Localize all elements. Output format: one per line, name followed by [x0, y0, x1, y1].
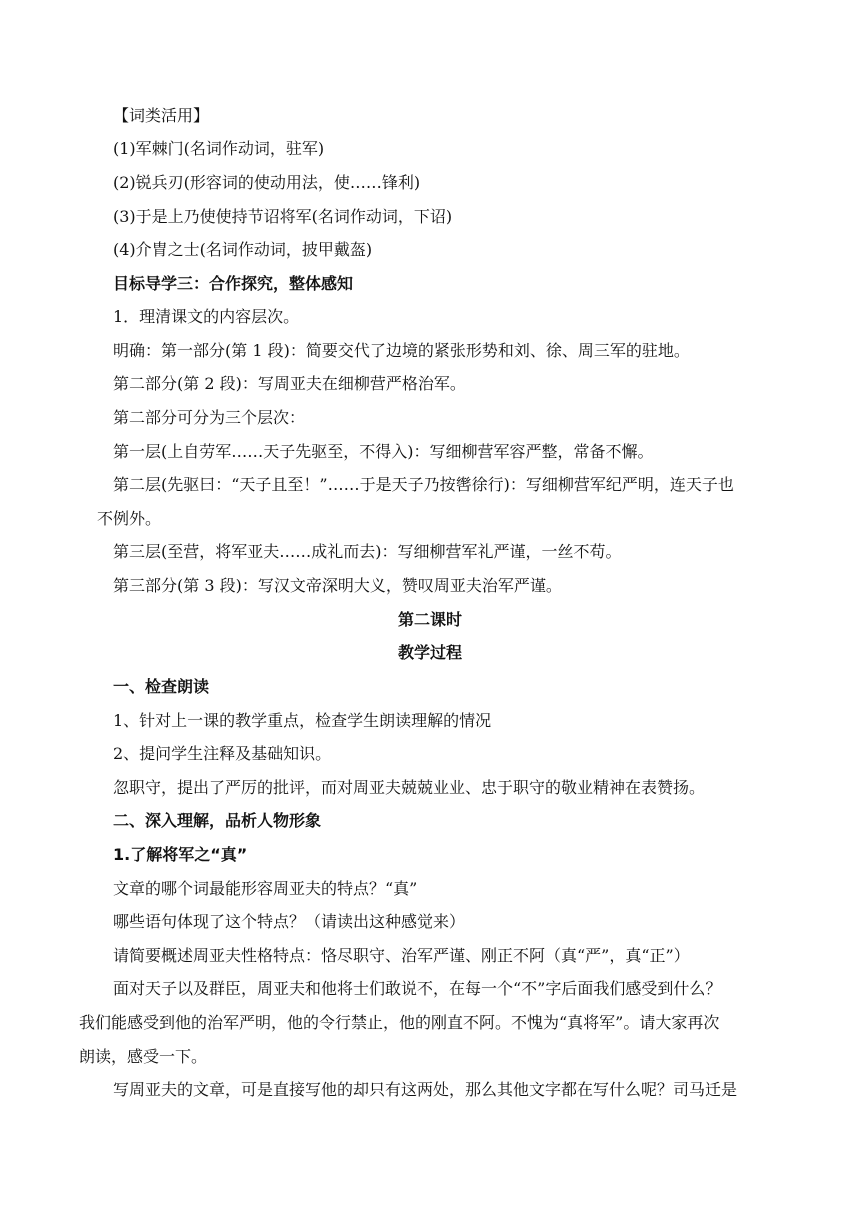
text-line: 忽职守，提出了严厉的批评，而对周亚夫兢兢业业、忠于职守的敬业精神在表赞扬。 [113, 778, 706, 797]
text-line: 面对天子以及群臣，周亚夫和他将士们敢说不，在每一个“不”字后面我们感受到什么？ [113, 979, 722, 998]
text-line: 明确：第一部分(第 1 段)：简要交代了边境的紧张形势和刘、徐、周三军的驻地。 [113, 341, 690, 360]
section-heading-word-class: 【词类活用】 [113, 106, 210, 125]
lesson-title: 第二课时 [397, 610, 462, 629]
text-line: 不例外。 [97, 509, 162, 528]
text-line: 第一层(上自劳军……天子先驱至，不得入)：写细柳营军容严整，常备不懈。 [113, 442, 654, 461]
subheading-true-general: 1.了解将军之“真” [113, 845, 248, 864]
section-heading-analysis: 二、深入理解，品析人物形象 [113, 811, 322, 830]
section-heading-goal3: 目标导学三：合作探究，整体感知 [113, 274, 354, 293]
text-line: 第三部分(第 3 段)：写汉文帝深明大义，赞叹周亚夫治军严谨。 [113, 576, 562, 595]
section-heading-check-reading: 一、检查朗读 [113, 677, 210, 696]
text-line: 朗读，感受一下。 [79, 1047, 208, 1066]
text-line: 第二部分可分为三个层次： [113, 408, 306, 427]
text-line: 第二部分(第 2 段)：写周亚夫在细柳营严格治军。 [113, 374, 466, 393]
text-line: 写周亚夫的文章，可是直接写他的却只有这两处，那么其他文字都在写什么呢？司马迁是 [113, 1080, 738, 1099]
text-line: 请简要概述周亚夫性格特点：恪尽职守、治军严谨、刚正不阿（真“严”，真“正”） [113, 946, 690, 965]
text-line: 哪些语句体现了这个特点？（请读出这种感觉来） [113, 912, 466, 931]
text-line: 第二层(先驱曰：“天子且至！”……于是天子乃按辔徐行)：写细柳营军纪严明，连天子也 [113, 475, 734, 494]
text-line: (4)介胄之士(名词作动词，披甲戴盔) [113, 240, 373, 259]
text-line: 第三层(至营，将军亚夫……成礼而去)：写细柳营军礼严谨，一丝不苟。 [113, 542, 622, 561]
text-line: 文章的哪个词最能形容周亚夫的特点？“真” [113, 879, 418, 898]
text-line: 1、针对上一课的教学重点，检查学生朗读理解的情况 [113, 711, 492, 730]
text-line: 2、提问学生注释及基础知识。 [113, 744, 332, 763]
process-title: 教学过程 [397, 643, 462, 662]
text-line: (2)锐兵刃(形容词的使动用法，使……锋利) [113, 173, 421, 192]
text-line: (1)军棘门(名词作动词，驻军) [113, 139, 325, 158]
text-line: 我们能感受到他的治军严明，他的令行禁止，他的刚直不阿。不愧为“真将军”。请大家再次 [79, 1013, 720, 1032]
text-line: (3)于是上乃使使持节诏将军(名词作动词，下诏) [113, 207, 453, 226]
text-line: 1．理清课文的内容层次。 [113, 307, 300, 326]
